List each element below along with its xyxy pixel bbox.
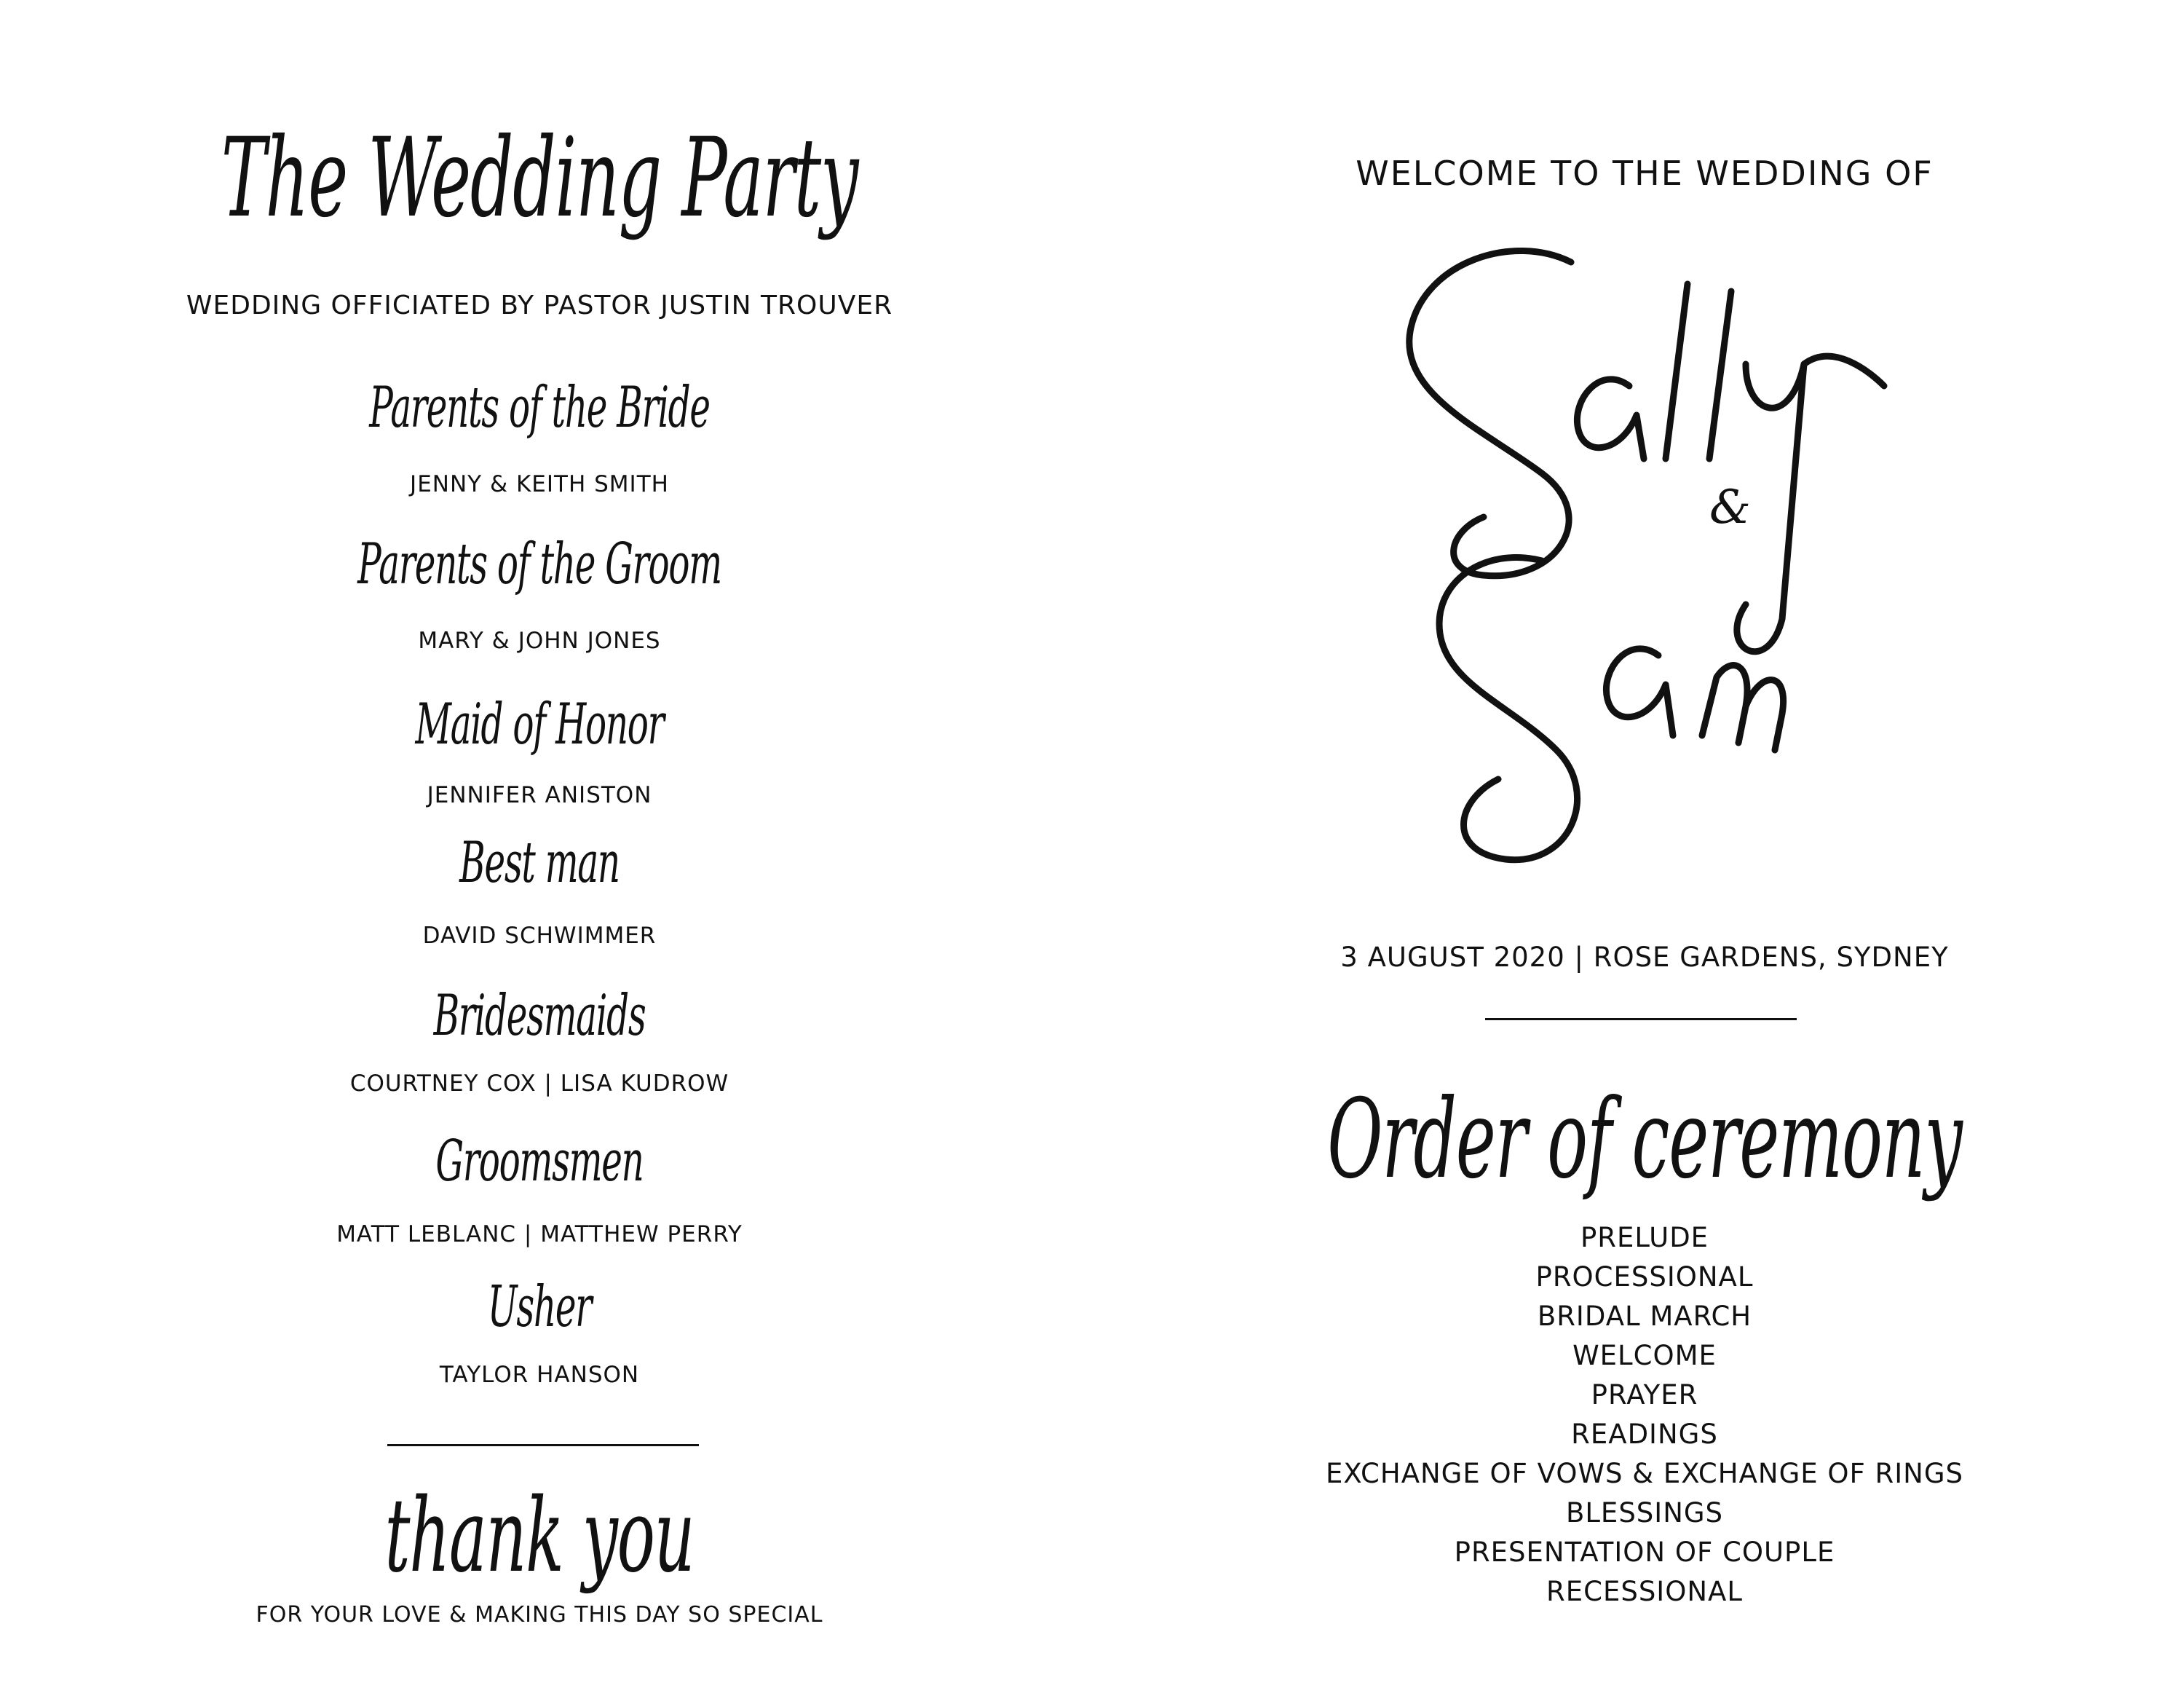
list-item: BLESSINGS — [1565, 1497, 1724, 1529]
list-item: PROCESSIONAL — [1535, 1261, 1754, 1293]
ampersand: & — [1709, 481, 1751, 535]
list-item: BRIDAL MARCH — [1537, 1301, 1752, 1332]
list-item: PRESENTATION OF COUPLE — [1454, 1537, 1835, 1568]
groom-name — [1106, 240, 1107, 241]
divider-line — [387, 1444, 699, 1446]
role-names-parents-bride: JENNY & KEITH SMITH — [410, 471, 669, 497]
role-heading-groomsmen: Groomsmen — [435, 1129, 644, 1194]
welcome-heading: WELCOME TO THE WEDDING OF — [1356, 154, 1934, 193]
order-of-ceremony-title: Order of ceremony — [1327, 1076, 1962, 1203]
thank-you-heading: thank you — [384, 1477, 695, 1596]
role-heading-maid-of-honor: Maid of Honor — [415, 692, 664, 757]
list-item: PRELUDE — [1580, 1222, 1709, 1253]
list-item: EXCHANGE OF VOWS & EXCHANGE OF RINGS — [1326, 1458, 1963, 1489]
couple-script-graphic — [1105, 240, 2184, 896]
welcome-page — [1105, 0, 2184, 1688]
couple-names — [1105, 240, 2184, 896]
officiant-line: WEDDING OFFICIATED BY PASTOR JUSTIN TROUVER — [186, 291, 893, 320]
divider-line-right — [1485, 1018, 1797, 1020]
role-heading-parents-bride: Parents of the Bride — [369, 375, 710, 441]
role-heading-best-man: Best man — [459, 830, 620, 896]
role-names-usher: TAYLOR HANSON — [439, 1362, 640, 1388]
thank-you-subtitle: FOR YOUR LOVE & MAKING THIS DAY SO SPECIAL — [256, 1602, 823, 1628]
wedding-party-title: The Wedding Party — [221, 115, 858, 242]
list-item: PRAYER — [1591, 1379, 1698, 1411]
order-of-ceremony-list — [1105, 1218, 2184, 1612]
list-item: RECESSIONAL — [1546, 1576, 1743, 1607]
list-item: WELCOME — [1572, 1340, 1717, 1371]
role-heading-bridesmaids: Bridesmaids — [433, 983, 646, 1049]
wedding-party-page — [0, 0, 1079, 1688]
role-names-bridesmaids: COURTNEY COX | LISA KUDROW — [349, 1070, 729, 1097]
role-names-best-man: DAVID SCHWIMMER — [422, 923, 657, 949]
role-heading-parents-groom: Parents of the Groom — [357, 532, 721, 597]
role-names-groomsmen: MATT LEBLANC | MATTHEW PERRY — [336, 1221, 743, 1247]
role-names-parents-groom: MARY & JOHN JONES — [418, 628, 661, 654]
role-names-maid-of-honor: JENNIFER ANISTON — [427, 782, 652, 808]
date-venue: 3 AUGUST 2020 | ROSE GARDENS, SYDNEY — [1340, 942, 1949, 973]
role-heading-usher: Usher — [487, 1274, 592, 1340]
list-item: READINGS — [1571, 1419, 1718, 1450]
